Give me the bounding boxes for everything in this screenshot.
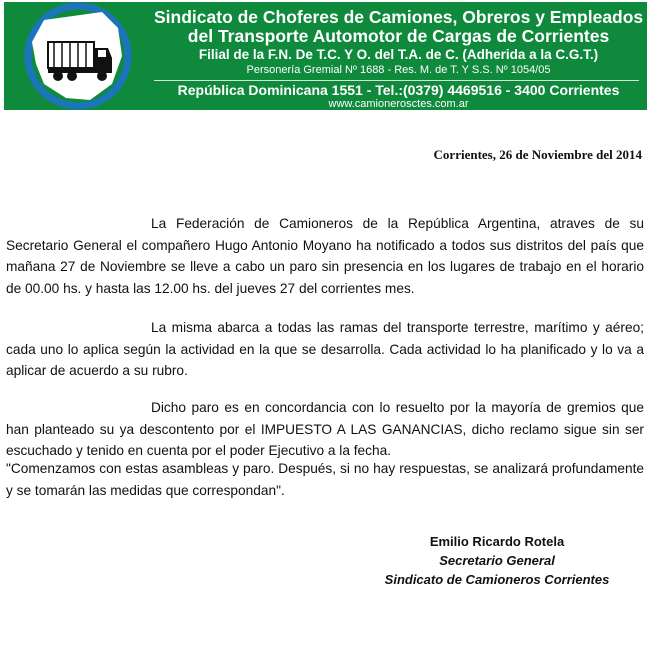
signer-name: Emilio Ricardo Rotela	[429, 534, 565, 549]
signature-block	[372, 532, 622, 589]
union-name-line2: del Transporte Automotor de Cargas de Corrientes	[187, 26, 610, 46]
address-phone-line: República Dominicana 1551 - Tel.:(0379) 4469516 - 3400 Corrientes	[177, 82, 620, 98]
paragraph-3: Dicho paro es en concordancia con lo resuelto por la mayoría de gremios que han planteado su ya descontento por el IMPUESTO A LAS GANANCIAS, dicho reclamo sigue sin ser escuchado y tenido en cuenta por el poder Ejecutivo a la fecha.	[6, 400, 644, 458]
website-line: www.camionerosctes.com.ar	[328, 98, 469, 110]
registration-line: Personería Gremial Nº 1688 - Res. M. de T. Y S.S. Nº 1054/05	[246, 64, 551, 76]
union-name-line1: Sindicato de Choferes de Camiones, Obreros y Empleados	[154, 7, 644, 27]
paragraph-4-quote: "Comenzamos con estas asambleas y paro. Después, si no hay respuestas, se analizará profundamente y se tomarán las medidas que correspondan".	[6, 461, 644, 498]
letterhead-banner	[4, 2, 647, 110]
affiliation-line: Filial de la F.N. De T.C. Y O. del T.A. de C. (Adherida a la C.G.T.)	[198, 47, 599, 62]
banner-divider	[154, 80, 639, 81]
paragraph-2: La misma abarca a todas las ramas del transporte terrestre, marítimo y aéreo; cada uno lo aplica según la actividad en la que se desarrolla. Cada actividad lo ha planificado y lo va a aplicar de acuerdo a su rubro.	[6, 320, 644, 378]
letter-date: Corrientes, 26 de Noviembre del 2014	[433, 147, 642, 162]
paragraph-1: La Federación de Camioneros de la República Argentina, atraves de su Secretario General el compañero Hugo Antonio Moyano ha notificado a todos sus distritos del país que mañana 27 de Noviembre se lleve a cabo un paro sin presencia en los lugares de trabajo en el horario de 00.00 hs. y hasta las 12.00 hs. del jueves 27 del corrientes mes.	[6, 216, 644, 296]
signer-title: Secretario General	[439, 553, 555, 568]
signer-organization: Sindicato de Camioneros Corrientes	[384, 572, 610, 587]
truck-map-logo-icon	[4, 2, 154, 110]
